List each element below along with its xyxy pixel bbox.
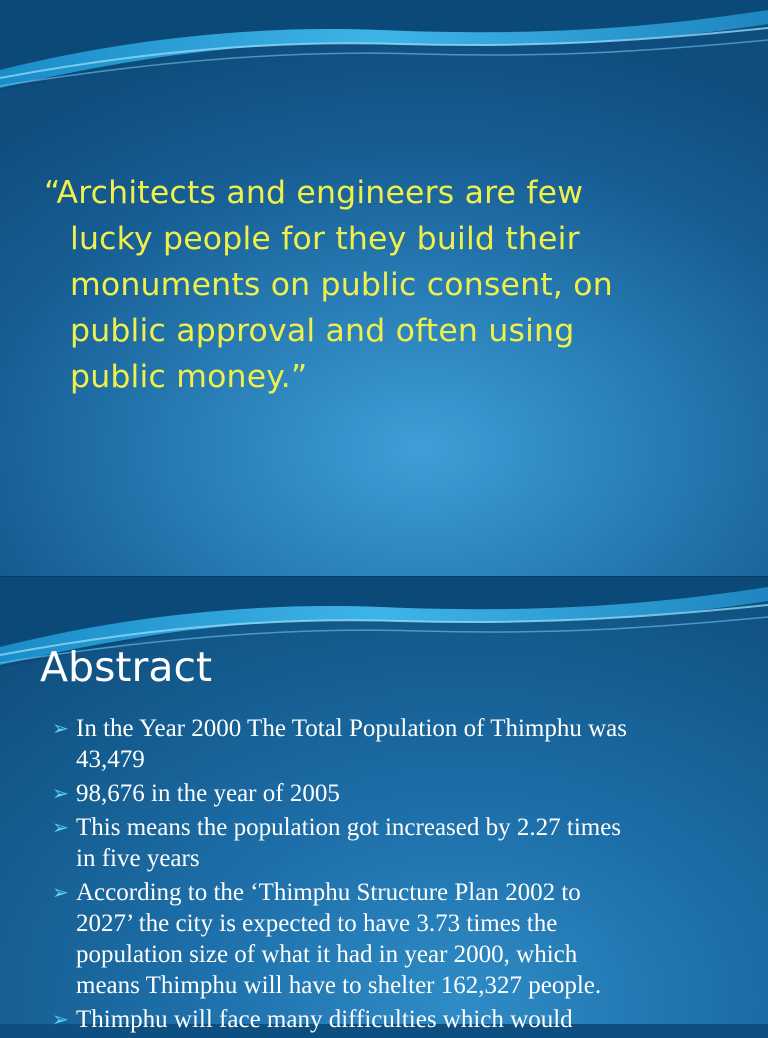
arrow-bullet-icon: ➢: [52, 781, 69, 805]
quote-line: public approval and often using: [70, 313, 575, 349]
slide-title: Abstract: [40, 643, 213, 691]
arrow-bullet-icon: ➢: [52, 1007, 69, 1031]
header-swoosh-decoration: [0, 0, 768, 110]
bullet-line: 43,479: [76, 746, 145, 773]
bullet-list: [52, 713, 752, 1038]
bullet-item: [52, 1004, 752, 1035]
quote-line: monuments on public consent, on: [70, 267, 613, 303]
arrow-bullet-icon: ➢: [52, 880, 69, 904]
quote-text: [44, 170, 724, 400]
bullet-line: 2027’ the city is expected to have 3.73 times the: [76, 910, 558, 937]
bullet-line: population size of what it had in year 2000, which: [76, 941, 578, 968]
bullet-line: means Thimphu will have to shelter 162,327 people.: [76, 972, 602, 999]
bullet-item: [52, 713, 752, 775]
arrow-bullet-icon: ➢: [52, 716, 69, 740]
arrow-bullet-icon: ➢: [52, 815, 69, 839]
bullet-line: This means the population got increased by 2.27 times: [76, 814, 622, 841]
bullet-line: In the Year 2000 The Total Population of Thimphu was: [76, 715, 627, 742]
bullet-line: 98,676 in the year of 2005: [76, 780, 340, 807]
bullet-item: [52, 812, 752, 874]
bullet-line: According to the ‘Thimphu Structure Plan 2002 to: [76, 879, 581, 906]
bullet-item: [52, 877, 752, 1001]
quote-line: “Architects and engineers are few: [44, 175, 584, 211]
bullet-line: in five years: [76, 845, 200, 872]
quote-line: public money.”: [70, 359, 308, 395]
bullet-line: Thimphu will face many difficulties which would: [76, 1006, 573, 1033]
bullet-item: [52, 778, 752, 809]
quote-line: lucky people for they build their: [70, 221, 580, 257]
